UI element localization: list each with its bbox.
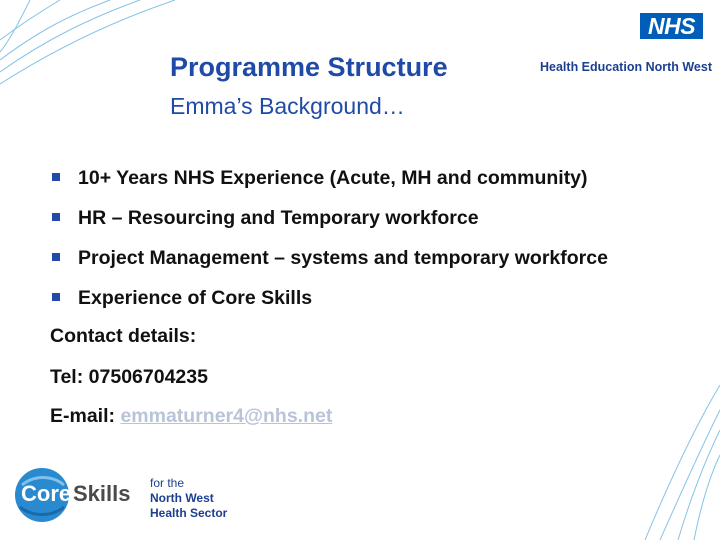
square-bullet-icon — [52, 213, 60, 221]
nhs-logo: NHS — [640, 13, 703, 39]
square-bullet-icon — [52, 253, 60, 261]
bullet-text: 10+ Years NHS Experience (Acute, MH and community) — [78, 167, 588, 189]
core-skills-tagline — [150, 476, 227, 521]
contact-heading: Contact details: — [50, 325, 197, 347]
square-bullet-icon — [52, 293, 60, 301]
tel-label: Tel: — [50, 366, 84, 388]
core-skills-word-core: Core — [21, 481, 72, 506]
email-link[interactable]: emmaturner4@nhs.net — [120, 405, 333, 427]
email-label: E-mail: — [50, 405, 116, 427]
square-bullet-icon — [52, 173, 60, 181]
tagline-line: for the — [150, 476, 185, 490]
contact-email — [50, 405, 332, 428]
bullet-text: HR – Resourcing and Temporary workforce — [78, 207, 479, 229]
page-title: Programme Structure — [170, 52, 448, 82]
tel-value: 07506704235 — [88, 366, 208, 388]
bullet-text: Project Management – systems and temporary workforce — [78, 247, 608, 269]
core-skills-word-skills: Skills — [73, 481, 131, 506]
org-name: Health Education North West — [540, 60, 713, 74]
page-subtitle: Emma’s Background… — [170, 93, 405, 119]
bullet-text: Experience of Core Skills — [78, 287, 313, 309]
tagline-line: Health Sector — [150, 506, 228, 520]
tagline-line: North West — [150, 491, 214, 505]
contact-tel — [50, 366, 208, 389]
